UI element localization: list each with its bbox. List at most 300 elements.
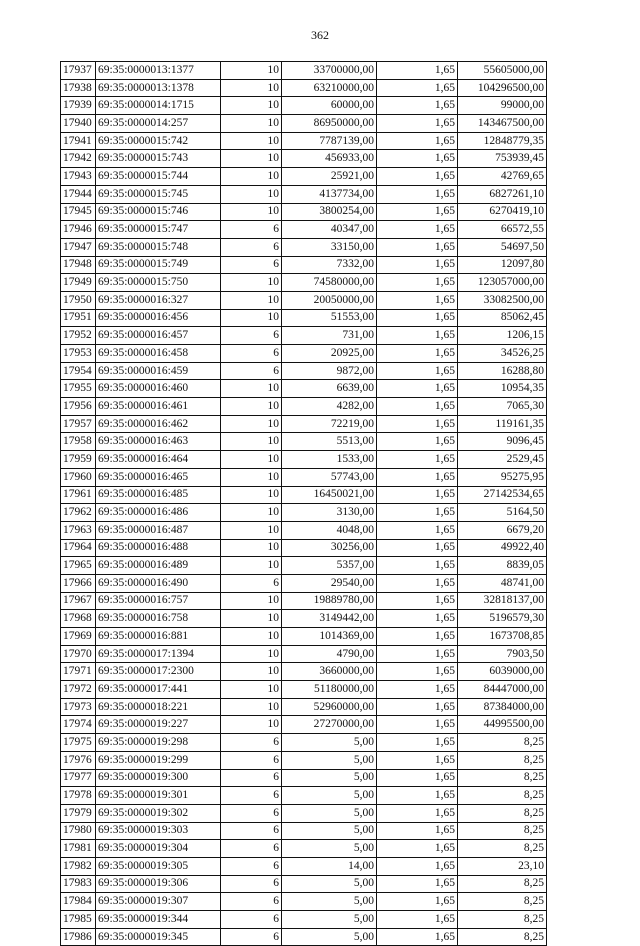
- row-number-cell: 17962: [61, 504, 96, 522]
- cadastral-number-cell: 69:35:0000018:221: [96, 698, 221, 716]
- row-number-cell: 17947: [61, 238, 96, 256]
- coefficient-cell: 1,65: [377, 645, 458, 663]
- cadastral-value-cell: 29540,00: [282, 574, 377, 592]
- table-row: [61, 132, 547, 150]
- cadastral-number-cell: 69:35:0000016:462: [96, 415, 221, 433]
- rate-cell: 6: [221, 787, 282, 805]
- cadastral-value-cell: 731,00: [282, 327, 377, 345]
- row-number-cell: 17983: [61, 875, 96, 893]
- table-row: [61, 79, 547, 97]
- coefficient-cell: 1,65: [377, 345, 458, 363]
- table-row: [61, 557, 547, 575]
- total-cell: 33082500,00: [458, 291, 547, 309]
- table-row: [61, 115, 547, 133]
- total-cell: 6679,20: [458, 521, 547, 539]
- table-row: [61, 97, 547, 115]
- row-number-cell: 17948: [61, 256, 96, 274]
- rate-cell: 6: [221, 345, 282, 363]
- row-number-cell: 17954: [61, 362, 96, 380]
- cadastral-number-cell: 69:35:0000015:745: [96, 185, 221, 203]
- table-row: [61, 734, 547, 752]
- row-number-cell: 17979: [61, 804, 96, 822]
- coefficient-cell: 1,65: [377, 698, 458, 716]
- row-number-cell: 17986: [61, 928, 96, 946]
- coefficient-cell: 1,65: [377, 256, 458, 274]
- total-cell: 44995500,00: [458, 716, 547, 734]
- row-number-cell: 17943: [61, 168, 96, 186]
- rate-cell: 10: [221, 681, 282, 699]
- row-number-cell: 17955: [61, 380, 96, 398]
- total-cell: 32818137,00: [458, 592, 547, 610]
- coefficient-cell: 1,65: [377, 751, 458, 769]
- rate-cell: 6: [221, 804, 282, 822]
- cadastral-number-cell: 69:35:0000019:303: [96, 822, 221, 840]
- cadastral-value-cell: 5357,00: [282, 557, 377, 575]
- total-cell: 34526,25: [458, 345, 547, 363]
- row-number-cell: 17974: [61, 716, 96, 734]
- total-cell: 8,25: [458, 734, 547, 752]
- row-number-cell: 17944: [61, 185, 96, 203]
- coefficient-cell: 1,65: [377, 804, 458, 822]
- cadastral-value-cell: 4137734,00: [282, 185, 377, 203]
- rate-cell: 10: [221, 663, 282, 681]
- cadastral-number-cell: 69:35:0000016:490: [96, 574, 221, 592]
- table-row: [61, 928, 547, 946]
- table-row: [61, 521, 547, 539]
- total-cell: 12848779,35: [458, 132, 547, 150]
- total-cell: 1206,15: [458, 327, 547, 345]
- rate-cell: 6: [221, 327, 282, 345]
- table-row: [61, 256, 547, 274]
- total-cell: 123057000,00: [458, 274, 547, 292]
- rate-cell: 10: [221, 150, 282, 168]
- cadastral-value-cell: 52960000,00: [282, 698, 377, 716]
- coefficient-cell: 1,65: [377, 274, 458, 292]
- row-number-cell: 17968: [61, 610, 96, 628]
- cadastral-number-cell: 69:35:0000019:300: [96, 769, 221, 787]
- table-row: [61, 893, 547, 911]
- cadastral-number-cell: 69:35:0000016:487: [96, 521, 221, 539]
- table-row: [61, 345, 547, 363]
- coefficient-cell: 1,65: [377, 681, 458, 699]
- table-row: [61, 663, 547, 681]
- total-cell: 8,25: [458, 787, 547, 805]
- total-cell: 8,25: [458, 928, 547, 946]
- row-number-cell: 17945: [61, 203, 96, 221]
- rate-cell: 10: [221, 115, 282, 133]
- coefficient-cell: 1,65: [377, 663, 458, 681]
- total-cell: 5196579,30: [458, 610, 547, 628]
- cadastral-number-cell: 69:35:0000019:307: [96, 893, 221, 911]
- cadastral-number-cell: 69:35:0000016:460: [96, 380, 221, 398]
- cadastral-value-cell: 5,00: [282, 928, 377, 946]
- row-number-cell: 17980: [61, 822, 96, 840]
- cadastral-number-cell: 69:35:0000016:485: [96, 486, 221, 504]
- total-cell: 8,25: [458, 893, 547, 911]
- cadastral-value-cell: 4048,00: [282, 521, 377, 539]
- row-number-cell: 17972: [61, 681, 96, 699]
- total-cell: 8,25: [458, 840, 547, 858]
- cadastral-value-cell: 14,00: [282, 857, 377, 875]
- coefficient-cell: 1,65: [377, 433, 458, 451]
- cadastral-value-cell: 60000,00: [282, 97, 377, 115]
- cadastral-number-cell: 69:35:0000016:465: [96, 468, 221, 486]
- coefficient-cell: 1,65: [377, 398, 458, 416]
- table-row: [61, 291, 547, 309]
- total-cell: 95275,95: [458, 468, 547, 486]
- coefficient-cell: 1,65: [377, 291, 458, 309]
- cadastral-number-cell: 69:35:0000015:744: [96, 168, 221, 186]
- rate-cell: 6: [221, 857, 282, 875]
- cadastral-value-cell: 456933,00: [282, 150, 377, 168]
- cadastral-value-cell: 57743,00: [282, 468, 377, 486]
- cadastral-number-cell: 69:35:0000015:746: [96, 203, 221, 221]
- table-row: [61, 911, 547, 929]
- coefficient-cell: 1,65: [377, 468, 458, 486]
- cadastral-value-cell: 3660000,00: [282, 663, 377, 681]
- coefficient-cell: 1,65: [377, 840, 458, 858]
- table-row: [61, 309, 547, 327]
- rate-cell: 6: [221, 911, 282, 929]
- row-number-cell: 17942: [61, 150, 96, 168]
- rate-cell: 10: [221, 539, 282, 557]
- rate-cell: 10: [221, 309, 282, 327]
- cadastral-value-cell: 5,00: [282, 911, 377, 929]
- table-row: [61, 681, 547, 699]
- cadastral-number-cell: 69:35:0000016:486: [96, 504, 221, 522]
- cadastral-number-cell: 69:35:0000016:489: [96, 557, 221, 575]
- coefficient-cell: 1,65: [377, 539, 458, 557]
- row-number-cell: 17973: [61, 698, 96, 716]
- coefficient-cell: 1,65: [377, 309, 458, 327]
- total-cell: 99000,00: [458, 97, 547, 115]
- rate-cell: 10: [221, 468, 282, 486]
- total-cell: 104296500,00: [458, 79, 547, 97]
- row-number-cell: 17956: [61, 398, 96, 416]
- cadastral-number-cell: 69:35:0000016:757: [96, 592, 221, 610]
- coefficient-cell: 1,65: [377, 857, 458, 875]
- cadastral-value-cell: 5,00: [282, 840, 377, 858]
- coefficient-cell: 1,65: [377, 380, 458, 398]
- cadastral-number-cell: 69:35:0000019:344: [96, 911, 221, 929]
- row-number-cell: 17966: [61, 574, 96, 592]
- total-cell: 16288,80: [458, 362, 547, 380]
- rate-cell: 10: [221, 415, 282, 433]
- total-cell: 8,25: [458, 804, 547, 822]
- cadastral-value-cell: 5,00: [282, 787, 377, 805]
- cadastral-value-cell: 3149442,00: [282, 610, 377, 628]
- cadastral-number-cell: 69:35:0000019:345: [96, 928, 221, 946]
- total-cell: 143467500,00: [458, 115, 547, 133]
- rate-cell: 6: [221, 928, 282, 946]
- coefficient-cell: 1,65: [377, 486, 458, 504]
- cadastral-value-cell: 7332,00: [282, 256, 377, 274]
- table-row: [61, 468, 547, 486]
- coefficient-cell: 1,65: [377, 557, 458, 575]
- rate-cell: 10: [221, 716, 282, 734]
- rate-cell: 6: [221, 840, 282, 858]
- total-cell: 49922,40: [458, 539, 547, 557]
- cadastral-number-cell: 69:35:0000015:749: [96, 256, 221, 274]
- rate-cell: 6: [221, 734, 282, 752]
- row-number-cell: 17984: [61, 893, 96, 911]
- coefficient-cell: 1,65: [377, 822, 458, 840]
- cadastral-number-cell: 69:35:0000015:748: [96, 238, 221, 256]
- total-cell: 8,25: [458, 911, 547, 929]
- rate-cell: 10: [221, 645, 282, 663]
- total-cell: 6270419,10: [458, 203, 547, 221]
- table-row: [61, 274, 547, 292]
- rate-cell: 10: [221, 203, 282, 221]
- coefficient-cell: 1,65: [377, 610, 458, 628]
- cadastral-value-cell: 5,00: [282, 893, 377, 911]
- cadastral-value-cell: 5,00: [282, 734, 377, 752]
- table-row: [61, 168, 547, 186]
- cadastral-number-cell: 69:35:0000016:463: [96, 433, 221, 451]
- cadastral-value-cell: 5,00: [282, 769, 377, 787]
- rate-cell: 10: [221, 168, 282, 186]
- coefficient-cell: 1,65: [377, 875, 458, 893]
- cadastral-number-cell: 69:35:0000019:298: [96, 734, 221, 752]
- coefficient-cell: 1,65: [377, 185, 458, 203]
- cadastral-number-cell: 69:35:0000016:461: [96, 398, 221, 416]
- row-number-cell: 17975: [61, 734, 96, 752]
- table-row: [61, 451, 547, 469]
- total-cell: 27142534,65: [458, 486, 547, 504]
- rate-cell: 10: [221, 521, 282, 539]
- table-row: [61, 787, 547, 805]
- total-cell: 8839,05: [458, 557, 547, 575]
- cadastral-number-cell: 69:35:0000014:1715: [96, 97, 221, 115]
- cadastral-value-cell: 51553,00: [282, 309, 377, 327]
- cadastral-value-cell: 74580000,00: [282, 274, 377, 292]
- coefficient-cell: 1,65: [377, 928, 458, 946]
- total-cell: 8,25: [458, 875, 547, 893]
- coefficient-cell: 1,65: [377, 504, 458, 522]
- total-cell: 1673708,85: [458, 628, 547, 646]
- rate-cell: 10: [221, 557, 282, 575]
- table-row: [61, 327, 547, 345]
- rate-cell: 6: [221, 221, 282, 239]
- total-cell: 8,25: [458, 751, 547, 769]
- rate-cell: 6: [221, 256, 282, 274]
- total-cell: 54697,50: [458, 238, 547, 256]
- coefficient-cell: 1,65: [377, 115, 458, 133]
- row-number-cell: 17957: [61, 415, 96, 433]
- coefficient-cell: 1,65: [377, 521, 458, 539]
- cadastral-number-cell: 69:35:0000019:304: [96, 840, 221, 858]
- table-row: [61, 716, 547, 734]
- cadastral-value-cell: 33150,00: [282, 238, 377, 256]
- table-row: [61, 628, 547, 646]
- coefficient-cell: 1,65: [377, 97, 458, 115]
- coefficient-cell: 1,65: [377, 893, 458, 911]
- table-row: [61, 362, 547, 380]
- row-number-cell: 17959: [61, 451, 96, 469]
- row-number-cell: 17971: [61, 663, 96, 681]
- row-number-cell: 17946: [61, 221, 96, 239]
- coefficient-cell: 1,65: [377, 327, 458, 345]
- rate-cell: 10: [221, 486, 282, 504]
- rate-cell: 10: [221, 398, 282, 416]
- table-row: [61, 433, 547, 451]
- rate-cell: 10: [221, 592, 282, 610]
- cadastral-number-cell: 69:35:0000013:1378: [96, 79, 221, 97]
- total-cell: 9096,45: [458, 433, 547, 451]
- row-number-cell: 17961: [61, 486, 96, 504]
- coefficient-cell: 1,65: [377, 168, 458, 186]
- rate-cell: 6: [221, 822, 282, 840]
- row-number-cell: 17958: [61, 433, 96, 451]
- total-cell: 55605000,00: [458, 62, 547, 80]
- rate-cell: 10: [221, 291, 282, 309]
- cadastral-number-cell: 69:35:0000016:327: [96, 291, 221, 309]
- cadastral-number-cell: 69:35:0000019:299: [96, 751, 221, 769]
- total-cell: 84447000,00: [458, 681, 547, 699]
- cadastral-number-cell: 69:35:0000019:227: [96, 716, 221, 734]
- total-cell: 87384000,00: [458, 698, 547, 716]
- coefficient-cell: 1,65: [377, 911, 458, 929]
- table-row: [61, 751, 547, 769]
- cadastral-number-cell: 69:35:0000015:750: [96, 274, 221, 292]
- coefficient-cell: 1,65: [377, 716, 458, 734]
- coefficient-cell: 1,65: [377, 451, 458, 469]
- cadastral-number-cell: 69:35:0000019:306: [96, 875, 221, 893]
- cadastral-number-cell: 69:35:0000017:2300: [96, 663, 221, 681]
- total-cell: 66572,55: [458, 221, 547, 239]
- row-number-cell: 17953: [61, 345, 96, 363]
- cadastral-value-cell: 16450021,00: [282, 486, 377, 504]
- rate-cell: 10: [221, 274, 282, 292]
- coefficient-cell: 1,65: [377, 415, 458, 433]
- cadastral-number-cell: 69:35:0000019:301: [96, 787, 221, 805]
- table-row: [61, 398, 547, 416]
- table-row: [61, 769, 547, 787]
- cadastral-value-cell: 7787139,00: [282, 132, 377, 150]
- cadastral-number-cell: 69:35:0000015:747: [96, 221, 221, 239]
- coefficient-cell: 1,65: [377, 769, 458, 787]
- table-row: [61, 574, 547, 592]
- cadastral-number-cell: 69:35:0000014:257: [96, 115, 221, 133]
- table-row: [61, 203, 547, 221]
- cadastral-value-cell: 27270000,00: [282, 716, 377, 734]
- table-row: [61, 539, 547, 557]
- rate-cell: 6: [221, 574, 282, 592]
- cadastral-number-cell: 69:35:0000016:881: [96, 628, 221, 646]
- total-cell: 7065,30: [458, 398, 547, 416]
- cadastral-value-cell: 19889780,00: [282, 592, 377, 610]
- row-number-cell: 17981: [61, 840, 96, 858]
- rate-cell: 10: [221, 97, 282, 115]
- row-number-cell: 17964: [61, 539, 96, 557]
- coefficient-cell: 1,65: [377, 132, 458, 150]
- cadastral-value-cell: 3130,00: [282, 504, 377, 522]
- page-number: 362: [311, 28, 329, 42]
- row-number-cell: 17937: [61, 62, 96, 80]
- cadastral-value-cell: 25921,00: [282, 168, 377, 186]
- cadastral-number-cell: 69:35:0000016:488: [96, 539, 221, 557]
- rate-cell: 6: [221, 769, 282, 787]
- cadastral-value-cell: 5,00: [282, 751, 377, 769]
- total-cell: 48741,00: [458, 574, 547, 592]
- cadastral-value-cell: 33700000,00: [282, 62, 377, 80]
- rate-cell: 10: [221, 62, 282, 80]
- cadastral-number-cell: 69:35:0000016:459: [96, 362, 221, 380]
- row-number-cell: 17965: [61, 557, 96, 575]
- rate-cell: 10: [221, 132, 282, 150]
- rate-cell: 10: [221, 628, 282, 646]
- rate-cell: 6: [221, 238, 282, 256]
- table-body: [61, 62, 547, 946]
- row-number-cell: 17939: [61, 97, 96, 115]
- coefficient-cell: 1,65: [377, 150, 458, 168]
- row-number-cell: 17976: [61, 751, 96, 769]
- cadastral-value-cell: 5513,00: [282, 433, 377, 451]
- registry-table: [60, 61, 547, 946]
- rate-cell: 10: [221, 79, 282, 97]
- rate-cell: 6: [221, 362, 282, 380]
- total-cell: 6827261,10: [458, 185, 547, 203]
- cadastral-value-cell: 20925,00: [282, 345, 377, 363]
- row-number-cell: 17940: [61, 115, 96, 133]
- rate-cell: 10: [221, 433, 282, 451]
- cadastral-number-cell: 69:35:0000016:456: [96, 309, 221, 327]
- rate-cell: 6: [221, 893, 282, 911]
- total-cell: 10954,35: [458, 380, 547, 398]
- total-cell: 6039000,00: [458, 663, 547, 681]
- total-cell: 23,10: [458, 857, 547, 875]
- row-number-cell: 17978: [61, 787, 96, 805]
- total-cell: 753939,45: [458, 150, 547, 168]
- cadastral-value-cell: 1533,00: [282, 451, 377, 469]
- cadastral-value-cell: 30256,00: [282, 539, 377, 557]
- table-row: [61, 610, 547, 628]
- row-number-cell: 17963: [61, 521, 96, 539]
- table-row: [61, 62, 547, 80]
- cadastral-value-cell: 72219,00: [282, 415, 377, 433]
- row-number-cell: 17982: [61, 857, 96, 875]
- total-cell: 8,25: [458, 769, 547, 787]
- row-number-cell: 17950: [61, 291, 96, 309]
- cadastral-number-cell: 69:35:0000016:458: [96, 345, 221, 363]
- table-row: [61, 238, 547, 256]
- cadastral-value-cell: 20050000,00: [282, 291, 377, 309]
- rate-cell: 10: [221, 698, 282, 716]
- table-row: [61, 698, 547, 716]
- cadastral-value-cell: 1014369,00: [282, 628, 377, 646]
- total-cell: 5164,50: [458, 504, 547, 522]
- table-row: [61, 592, 547, 610]
- row-number-cell: 17951: [61, 309, 96, 327]
- total-cell: 7903,50: [458, 645, 547, 663]
- coefficient-cell: 1,65: [377, 574, 458, 592]
- cadastral-value-cell: 6639,00: [282, 380, 377, 398]
- rate-cell: 10: [221, 504, 282, 522]
- row-number-cell: 17960: [61, 468, 96, 486]
- cadastral-value-cell: 51180000,00: [282, 681, 377, 699]
- rate-cell: 10: [221, 380, 282, 398]
- cadastral-value-cell: 86950000,00: [282, 115, 377, 133]
- row-number-cell: 17952: [61, 327, 96, 345]
- cadastral-value-cell: 9872,00: [282, 362, 377, 380]
- rate-cell: 6: [221, 751, 282, 769]
- coefficient-cell: 1,65: [377, 203, 458, 221]
- table-row: [61, 415, 547, 433]
- table-row: [61, 840, 547, 858]
- cadastral-number-cell: 69:35:0000016:457: [96, 327, 221, 345]
- coefficient-cell: 1,65: [377, 592, 458, 610]
- rate-cell: 10: [221, 610, 282, 628]
